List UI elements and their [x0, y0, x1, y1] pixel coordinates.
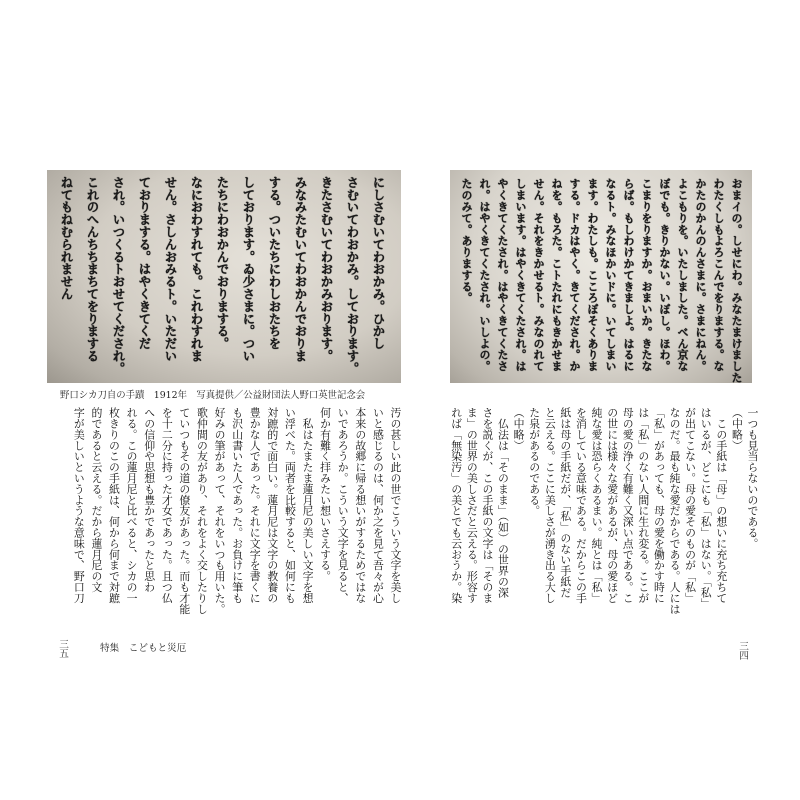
- text-column: さを説くが、この手紙の文字は「そのま: [480, 407, 494, 604]
- handwritten-column: しまいます。はやくきてくたされ。は: [514, 178, 527, 372]
- handwritten-column: たちにわおかんでおりまする。: [215, 176, 230, 350]
- text-column: 歌仲間の友があり、それをよく交したりし: [195, 407, 209, 615]
- handwritten-column: れ。はやくきてくたされ。いしよの。: [478, 178, 491, 372]
- page-number-left: 三五: [57, 639, 68, 659]
- handwritten-column: ます。わたしも。こころぼそくありま: [586, 178, 599, 372]
- letter-photo-left: [47, 170, 401, 383]
- handwritten-column: わたくしもよろこんでをりまする。な: [712, 178, 725, 372]
- handwritten-column: せん。それをきかせるト。みなのれて: [532, 178, 545, 372]
- text-column: 一つも見当らないのである。: [746, 407, 759, 549]
- text-column: 紙は母の手紙だが、「私」のない手紙だ: [558, 407, 572, 598]
- text-column: も沢山書いた人であった。お負けに筆も: [230, 407, 244, 604]
- text-column: 私はたまたま蓮月尼の美しい文字を想: [301, 407, 315, 604]
- handwritten-column: なにおわすれても。これわすれま: [189, 176, 204, 362]
- text-column: への信仰や思想も豊かであったと思わ: [142, 407, 156, 593]
- handwritten-column: にしさむいてわおかみ。ひかし: [371, 176, 386, 350]
- handwritten-letter-right: [457, 178, 745, 383]
- handwritten-letter-left: [53, 176, 391, 376]
- handwritten-column: ねてもねむられません: [59, 176, 74, 300]
- photo-caption: 野口シカ刀自の手蹟 1912年 写真提供／公益財団法人野口英世記念会: [60, 390, 366, 401]
- text-column: 汚の甚しい此の世でこういう文字を美し: [389, 407, 402, 604]
- text-column: た泉があるのである。: [527, 407, 541, 516]
- text-column: この手紙は「母」の想いに充ち充ちて: [714, 407, 728, 604]
- text-column: ていつもその道の僚友があった。而も才能: [177, 407, 191, 615]
- letter-photo-right: [450, 170, 752, 383]
- text-column: （中略）: [512, 407, 526, 451]
- text-column: れる。この蓮月尼と比べると、シカの一: [125, 407, 139, 604]
- text-column: 枚きりのこの手紙は、何から何まで対蹠: [107, 407, 121, 604]
- handwritten-column: する。ドカはやく。きてくだされ。か: [568, 178, 581, 372]
- handwritten-column: ねを。もろた。こトたれにもきかせま: [550, 178, 563, 372]
- handwritten-column: ておりまする。はやくきてくだ: [137, 176, 152, 350]
- text-column: （中略）: [730, 407, 744, 451]
- text-column: 豊かな人であった。それに文字を書くに: [248, 407, 262, 604]
- left-page-body-text: [70, 407, 404, 621]
- text-column: 母の愛の浄く有難く又深い点である。こ: [621, 407, 635, 604]
- handwritten-column: よこもりを。いたしました。べん京な: [676, 178, 689, 372]
- text-column: はいるが、どこにも「私」はない。「私」: [699, 407, 713, 609]
- text-column: が出てこない。母の愛そのものが「私」: [683, 407, 697, 604]
- text-column: は「私」のない人間に生れ変る。ここが: [636, 407, 650, 604]
- handwritten-column: しております。ゐ少さまに。つい: [241, 176, 256, 362]
- text-column: と云える。ここに美しさが湧き出る大し: [543, 407, 557, 604]
- handwritten-column: する。ついたちにわしおたちを: [267, 176, 282, 350]
- text-column: 純な愛は恐らくあるまい。純とは「私」: [590, 407, 604, 604]
- text-column: を消している意味である。だからこの手: [574, 407, 588, 604]
- handwritten-column: みなみたむいてわおかんでおりま: [293, 176, 308, 362]
- handwritten-column: され。いつくるトおせてくだされ。: [111, 176, 126, 375]
- running-head: 特集 こどもと災厄: [100, 643, 187, 654]
- text-column: なのだ。最も純な愛だからである。人には: [668, 407, 682, 615]
- text-column: ま」の世界の美しさだと云える。形容す: [465, 407, 479, 604]
- text-column: れば「無染汚」の美とでも云おうか。染: [449, 407, 463, 604]
- text-column: い浮べた。両者を比較すると、如何にも: [283, 407, 297, 604]
- text-column: 何か有難く拝みたい想いさえする。: [318, 407, 332, 582]
- handwritten-column: きたさむいてわおかみおります。: [319, 176, 334, 362]
- handwritten-column: さむいてわおかみ。しております。: [345, 176, 360, 375]
- handwritten-column: らば。もしわけかてきましよ。はるに: [622, 178, 635, 372]
- handwritten-column: これのへんちちまちてをりまする: [85, 176, 100, 362]
- handwritten-column: せん。さしんおみるト。いただい: [163, 176, 178, 362]
- text-column: 「私」があっても、母の愛を働かす時に: [652, 407, 666, 604]
- text-column: 仏法は「そのまま」（如）の世界の深: [496, 407, 510, 598]
- text-column: 的であると云える。だから蓮月尼の文: [89, 407, 103, 593]
- text-column: の世には様々な愛があるが、母の愛ほど: [605, 407, 619, 604]
- handwritten-column: やくきてくたされ。はやくきてくたさ: [496, 178, 509, 372]
- right-page-body-text: [448, 407, 760, 621]
- handwritten-column: おまイの。しせにわ。みなたまけました: [730, 178, 743, 383]
- text-column: 字が美しいというような意味で、野口刀: [72, 407, 86, 604]
- text-column: いであろうか。こういう文字を見ると、: [336, 407, 350, 604]
- page-number-right: 三四: [737, 641, 748, 661]
- text-column: を十二分に持った才女であった。且つ仏: [160, 407, 174, 604]
- text-column: 好みの筆があって、それをいつも用いた。: [213, 407, 227, 615]
- text-column: 本来の故郷に帰る想いがするためではな: [353, 407, 367, 604]
- handwritten-column: なるト。みなほかいドに。いてしまい: [604, 178, 617, 372]
- text-column: 対蹠的で面白い。蓮月尼は文字の教養の: [265, 407, 279, 604]
- handwritten-column: かたのかんのんさまに。さまにねん。: [694, 178, 707, 372]
- handwritten-column: たのみて。ありまする。: [460, 178, 473, 304]
- text-column: いと感じるのは、何か之を見て吾々が心: [371, 407, 385, 604]
- handwritten-column: こまりをりますか。おまいか。きたな: [640, 178, 653, 372]
- handwritten-column: ぼでも。きりかない。いぼし。ほわ。: [658, 178, 671, 372]
